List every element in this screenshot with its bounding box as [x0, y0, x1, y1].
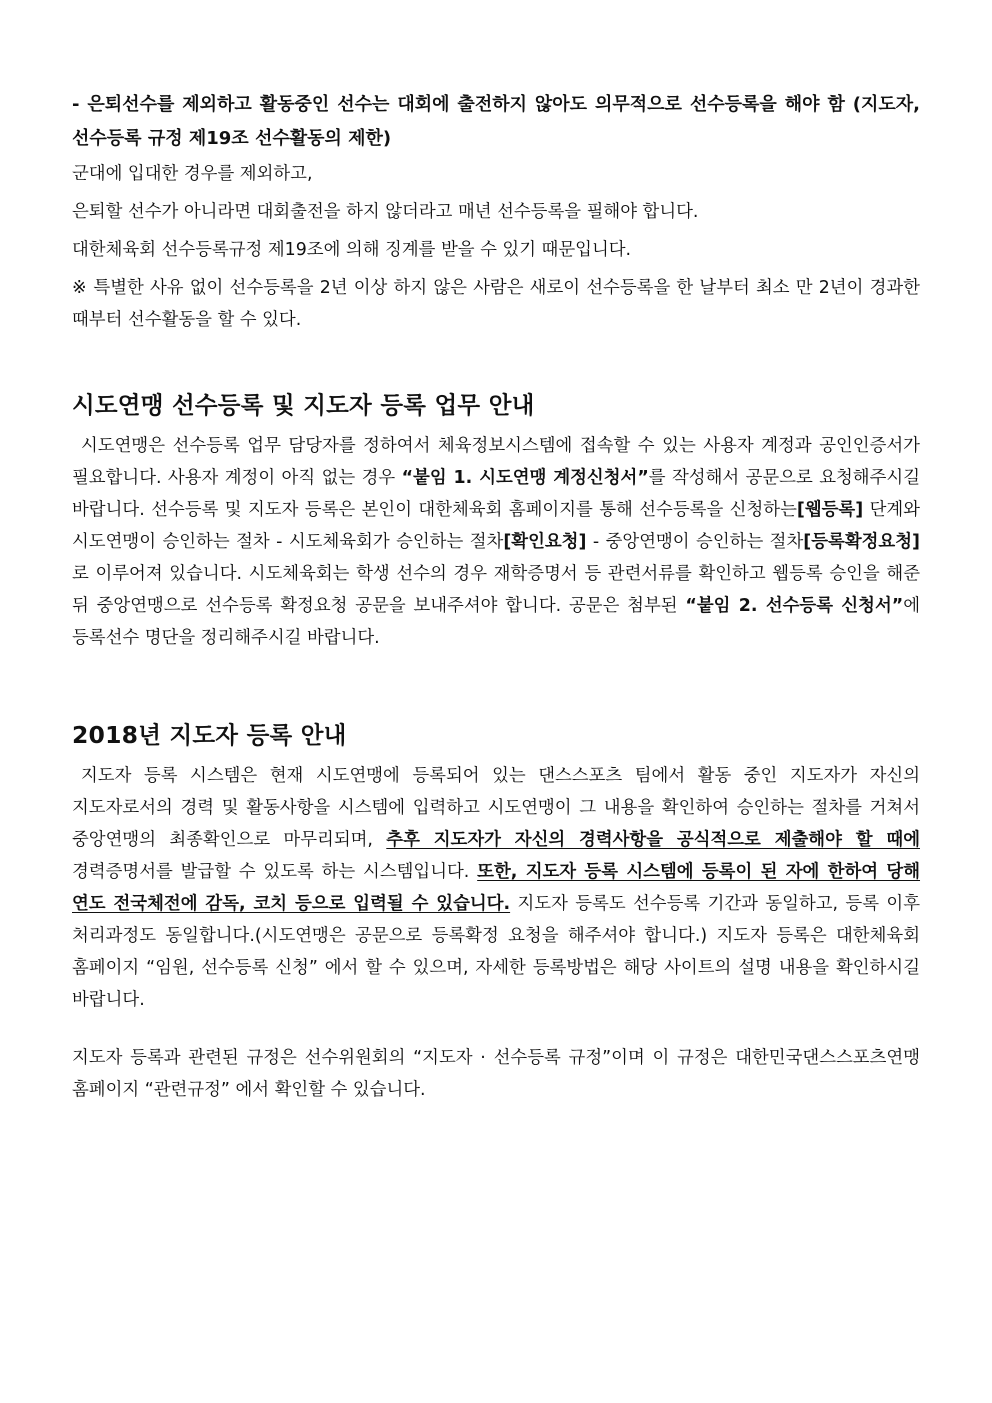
text-run: 경력증명서를 발급할 수 있도록 하는 시스템입니다. [72, 862, 478, 882]
text-run: 시도연맹은 선수등록 업무 담당자를 정하여서 체육정보시스템에 접속할 수 있는 사용자 계정과 공인인증서가 필요합니다. 사용자 계정이 아직 없는 경우 [72, 436, 920, 488]
attachment-1-ref: “붙임 1. 시도연맹 계정신청서” [401, 468, 649, 488]
regulation-reference-paragraph: 지도자 등록과 관련된 규정은 선수위원회의 “지도자 · 선수등록 규정”이며 이 규정은 대한민국댄스스포츠연맹 홈페이지 “관련규정” 에서 확인할 수 있습니다. [72, 1048, 920, 1100]
career-submission-highlight: 추후 지도자가 자신의 경력사항을 공식적으로 제출해야 할 때에 [386, 830, 920, 850]
text-run: 를 작성해서 공문으로 요청해주시길 바랍니다. 선수등록 및 지도자 등록은 본인이 대한체육회 홈페이지를 통해 선수등록을 신청하는 [72, 468, 920, 520]
final-confirm-step: [등록확정요청] [803, 532, 920, 552]
military-exception-text: 군대에 입대한 경우를 제외하고, [72, 164, 313, 184]
city-federation-paragraph [72, 430, 920, 654]
text-run: 지도자 등록도 선수등록 기간과 동일하고, 등록 이후 처리과정도 동일합니다.(시도연맹은 공문으로 등록확정 요청을 해주셔야 합니다.) 지도자 등록은 대한체육회 홈페이지 “임원, 선수등록 신청” 에서 할 수 있으며, 자세한 등록방법은 해당 사이트의 설명 내용을 확인하시길 바랍니다. [72, 894, 921, 1010]
section-title-coach-registration: 2018년 지도자 등록 안내 [72, 721, 347, 749]
text-run: 단계와 시도연맹이 승인하는 절차 - 시도체육회가 승인하는 절차 [72, 500, 920, 552]
disciplinary-rule-text: 대한체육회 선수등록규정 제19조에 의해 징계를 받을 수 있기 때문입니다. [72, 240, 632, 260]
document-page [72, 88, 920, 1106]
web-registration-step: [웹등록] [796, 500, 864, 520]
text-run: 에 등록선수 명단을 정리해주시길 바랍니다. [72, 596, 920, 648]
attachment-2-ref: “붙임 2. 선수등록 신청서” [685, 596, 904, 616]
confirm-request-step: [확인요청] [503, 532, 587, 552]
text-run: 로 이루어져 있습니다. 시도체육회는 학생 선수의 경우 재학증명서 등 관련서류를 확인하고 웹등록 승인을 해준 뒤 중앙연맹으로 선수등록 확정요청 공문을 보내주셔야 합니다. 공문은 첨부된 [72, 564, 920, 616]
section-title-city-federation: 시도연맹 선수등록 및 지도자 등록 업무 안내 [72, 391, 535, 419]
annual-registration-text: 은퇴할 선수가 아니라면 대회출전을 하지 않더라고 매년 선수등록을 필해야 합니다. [72, 202, 699, 222]
text-run: 지도자 등록 시스템은 현재 시도연맹에 등록되어 있는 댄스스포츠 팀에서 활동 중인 지도자가 자신의 지도자로서의 경력 및 활동사항을 시스템에 입력하고 시도연맹이 그 내용을 확인하여 승인하는 절차를 거쳐서 중앙연맹의 최종확인으로 마무리되며, [72, 766, 920, 850]
coach-registration-paragraph [72, 760, 920, 1016]
two-year-rule-note: ※ 특별한 사유 없이 선수등록을 2년 이상 하지 않은 사람은 새로이 선수등록을 한 날부터 최소 만 2년이 경과한 때부터 선수활동을 할 수 있다. [72, 278, 920, 330]
national-games-highlight: 또한, 지도자 등록 시스템에 등록이 된 자에 한하여 당해 연도 전국체전에 감독, 코치 등으로 입력될 수 있습니다. [72, 862, 921, 914]
mandatory-registration-notice: - 은퇴선수를 제외하고 활동중인 선수는 대회에 출전하지 않아도 의무적으로 선수등록을 해야 함 (지도자, 선수등록 규정 제19조 선수활동의 제한) [72, 94, 920, 149]
text-run: - 중앙연맹이 승인하는 절차 [586, 532, 804, 552]
